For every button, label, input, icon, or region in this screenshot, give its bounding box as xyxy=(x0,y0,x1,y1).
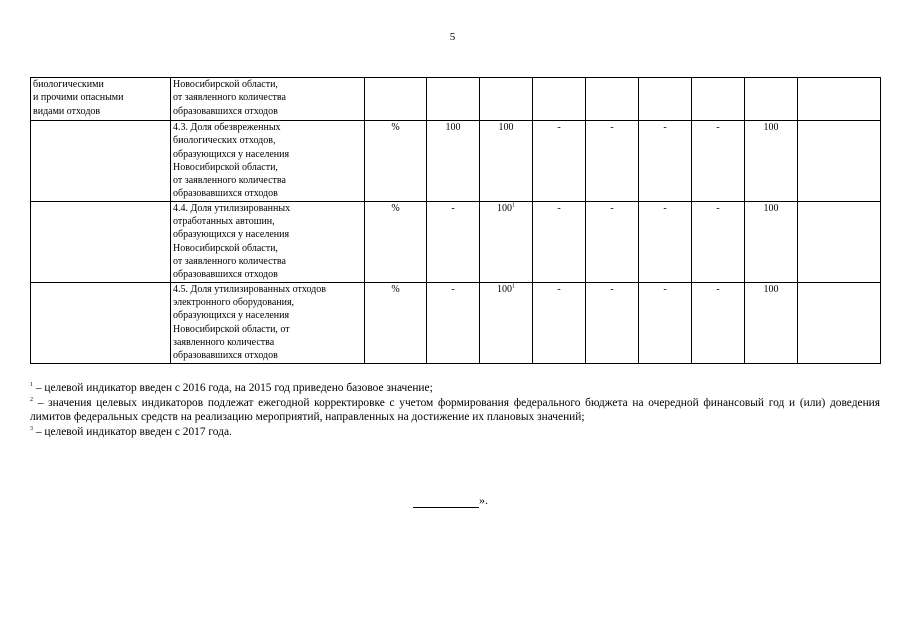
table-cell-category xyxy=(31,121,171,202)
table-cell-unit xyxy=(365,78,427,121)
table-cell-v6 xyxy=(692,201,745,282)
table-body xyxy=(31,78,881,364)
table-row xyxy=(31,78,881,121)
table-cell-v1 xyxy=(427,121,480,202)
table-cell-category xyxy=(31,78,171,121)
table-cell-v4 xyxy=(586,121,639,202)
table-cell-v2 xyxy=(480,78,533,121)
table-cell-v8 xyxy=(798,78,881,121)
table-cell-v1 xyxy=(427,282,480,363)
cell-text: 100 xyxy=(763,202,779,214)
footnote-3: $^3$ – целевой индикатор введен с 2017 года. xyxy=(30,425,232,438)
indicators-table xyxy=(30,77,881,364)
table-cell-unit xyxy=(365,201,427,282)
table-cell-v7 xyxy=(745,78,798,121)
cell-text: - xyxy=(716,202,720,214)
table-cell-category xyxy=(31,282,171,363)
table-cell-v7 xyxy=(745,282,798,363)
table-cell-unit xyxy=(365,121,427,202)
table-cell-v1 xyxy=(427,201,480,282)
cell-text: Новосибирской области, от заявленного количества образовавшихся отходов xyxy=(173,79,286,117)
cell-text: биологическими и прочими опасными видами отходов xyxy=(33,79,124,117)
table-row xyxy=(31,121,881,202)
cell-text: - xyxy=(557,202,561,214)
table-cell-v5 xyxy=(639,121,692,202)
cell-text: - xyxy=(716,122,720,133)
cell-text: % xyxy=(391,122,400,133)
table-cell-category xyxy=(31,201,171,282)
cell-text: - xyxy=(663,283,667,295)
table-cell-v5 xyxy=(639,282,692,363)
table-cell-v3 xyxy=(533,121,586,202)
table-cell-unit xyxy=(365,282,427,363)
closing-mark: ». xyxy=(413,493,488,508)
cell-text: 100 xyxy=(445,122,461,133)
table-cell-indicator xyxy=(171,201,365,282)
footnotes xyxy=(30,381,880,439)
cell-text: 100 xyxy=(763,122,779,133)
table-cell-v8 xyxy=(798,121,881,202)
cell-text: - xyxy=(663,202,667,214)
table-cell-v6 xyxy=(692,78,745,121)
table-row xyxy=(31,201,881,282)
table-cell-v6 xyxy=(692,282,745,363)
table-cell-indicator xyxy=(171,78,365,121)
cell-text: - xyxy=(610,202,614,214)
table-cell-v3 xyxy=(533,201,586,282)
table-cell-v4 xyxy=(586,282,639,363)
table-cell-v1 xyxy=(427,78,480,121)
table-cell-v2 xyxy=(480,121,533,202)
cell-text: 100 xyxy=(763,283,779,295)
cell-text: 4.4. Доля утилизированных отработанных автошин, образующихся у населения Новосибирской области, от заявленного количества образовавшихся отходов xyxy=(173,202,291,281)
page-number: 5 xyxy=(449,31,456,43)
table-cell-v8 xyxy=(798,201,881,282)
table-row xyxy=(31,282,881,363)
table-cell-indicator xyxy=(171,282,365,363)
cell-text: - xyxy=(557,283,561,295)
cell-text: 4.5. Доля утилизированных отходов электронного оборудования, образующихся у населения Новосибирской области, от заявленного количества образовавшихся отходов xyxy=(173,283,326,362)
cell-text: 4.3. Доля обезвреженных биологических отходов, образующихся у населения Новосибирской области, от заявленного количества образовавшихся отходов xyxy=(173,122,290,200)
table-cell-v4 xyxy=(586,78,639,121)
table-cell-v2 xyxy=(480,282,533,363)
cell-footnote-mark: 1 xyxy=(512,202,515,209)
table-cell-indicator xyxy=(171,121,365,202)
cell-text: - xyxy=(610,122,614,133)
table-cell-v2 xyxy=(480,201,533,282)
table-cell-v5 xyxy=(639,78,692,121)
cell-text: % xyxy=(391,202,400,214)
table-cell-v3 xyxy=(533,282,586,363)
cell-text: - xyxy=(716,283,720,295)
table-cell-v6 xyxy=(692,121,745,202)
table-cell-v7 xyxy=(745,121,798,202)
cell-footnote-mark: 1 xyxy=(512,283,515,290)
table-cell-v8 xyxy=(798,282,881,363)
cell-text: - xyxy=(557,122,561,133)
table-cell-v3 xyxy=(533,78,586,121)
signature-line xyxy=(413,495,479,508)
table-cell-v4 xyxy=(586,201,639,282)
cell-text: - xyxy=(451,283,455,295)
cell-text: 100 xyxy=(497,202,512,214)
cell-text: % xyxy=(391,283,400,295)
footnote-2: $^2$ – значения целевых индикаторов подлежат ежегодной корректировке с учетом формирования федерального бюджета на очередной финансовый год и (или) доведения лимитов федеральных средств на реализацию мероприятий, направленных на достижение их плановых значений; xyxy=(30,396,880,423)
table-cell-v5 xyxy=(639,201,692,282)
cell-text: - xyxy=(663,122,667,133)
table-cell-v7 xyxy=(745,201,798,282)
cell-text: 100 xyxy=(497,283,512,295)
cell-text: - xyxy=(610,283,614,295)
cell-text: - xyxy=(451,202,455,214)
cell-text: 100 xyxy=(498,122,514,133)
footnote-1: $^1$ – целевой индикатор введен с 2016 года, на 2015 год приведено базовое значение; xyxy=(30,382,433,394)
